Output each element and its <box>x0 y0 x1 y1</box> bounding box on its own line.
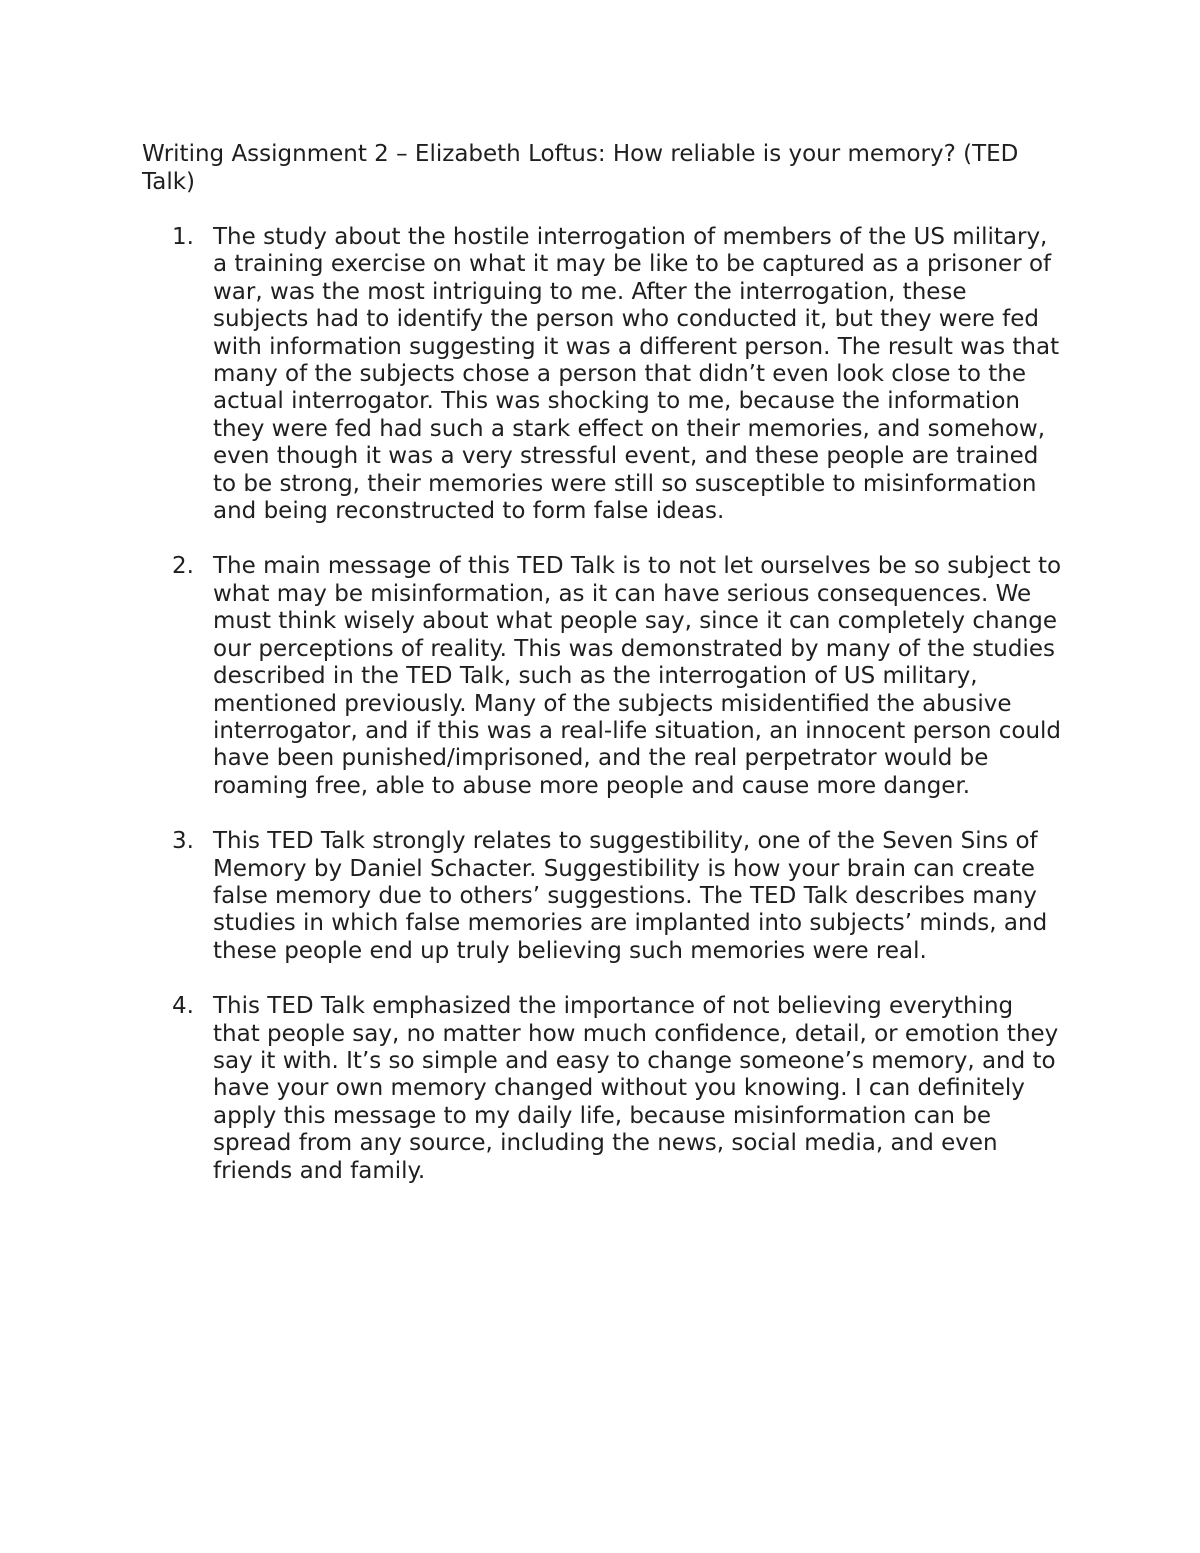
answer-number: 3. <box>172 828 194 855</box>
document-title: Writing Assignment 2 – Elizabeth Loftus: How reliable is your memory? (TED Talk) <box>142 141 1019 195</box>
answer-number: 4. <box>172 993 194 1020</box>
answer-item-1 <box>172 224 1062 525</box>
answer-text: This TED Talk strongly relates to suggestibility, one of the Seven Sins of Memory by Daniel Schacter. Suggestibility is how your brain can create false memory due to others’ suggestions. The TED Talk describes many studies in which false memories are implanted into subjects’ minds, and these people end up truly believing such memories were real. <box>213 828 1048 964</box>
answer-item-3 <box>172 828 1062 965</box>
answer-text: This TED Talk emphasized the importance of not believing everything that people say, no matter how much confidence, detail, or emotion they say it with. It’s so simple and easy to change someone’s memory, and to have your own memory changed without you knowing. I can definitely apply this message to my daily life, because misinformation can be spread from any source, including the news, social media, and even friends and family. <box>213 993 1059 1184</box>
answer-text: The study about the hostile interrogation of members of the US military, a training exercise on what it may be like to be captured as a prisoner of war, was the most intriguing to me. After the interrogation, these subjects had to identify the person who conducted it, but they were fed with information suggesting it was a different person. The result was that many of the subjects chose a person that didn’t even look close to the actual interrogator. This was shocking to me, because the information they were fed had such a stark effect on their memories, and somehow, even though it was a very stressful event, and these people are trained to be strong, their memories were still so susceptible to misinformation and being reconstructed to form false ideas. <box>213 224 1060 525</box>
answer-list <box>172 224 1062 1213</box>
answer-number: 1. <box>172 224 194 250</box>
answer-number: 2. <box>172 553 194 580</box>
answer-text: The main message of this TED Talk is to not let ourselves be so subject to what may be misinformation, as it can have serious consequences. We must think wisely about what people say, since it can completely change our perceptions of reality. This was demonstrated by many of the studies described in the TED Talk, such as the interrogation of US military, mentioned previously. Many of the subjects misidentified the abusive interrogator, and if this was a real-life situation, an innocent person could have been punished/imprisoned, and the real perpetrator would be roaming free, able to abuse more people and cause more danger. <box>213 553 1062 799</box>
answer-item-4 <box>172 993 1062 1185</box>
answer-item-2 <box>172 553 1062 800</box>
